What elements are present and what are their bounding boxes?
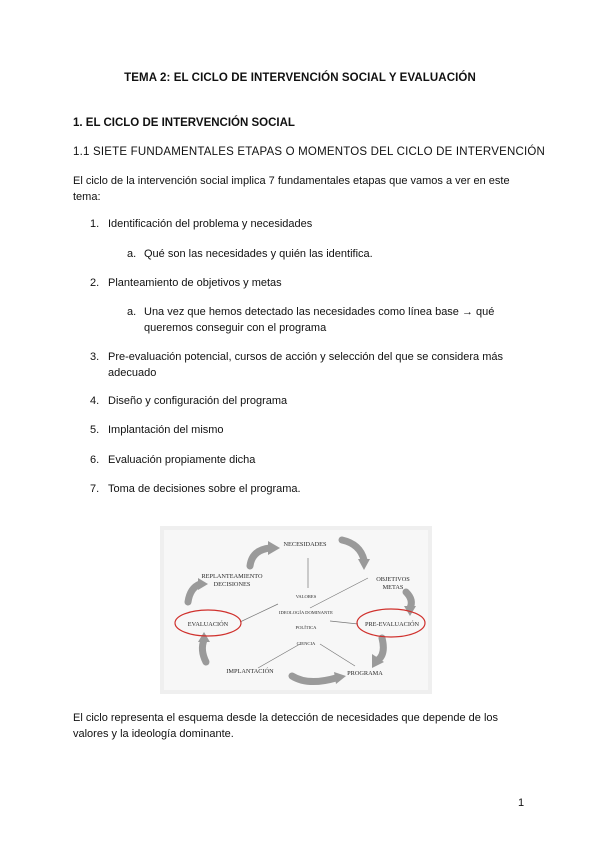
list-item-number: 5. [90, 424, 100, 436]
node-programa: PROGRAMA [347, 670, 383, 677]
sub-list-item-letter: a. [127, 248, 137, 260]
list-item-number: 3. [90, 351, 100, 363]
list-item [90, 423, 518, 439]
list-item-text: Planteamiento de objetivos y metas [108, 277, 282, 289]
node-pre-evaluacion: PRE-EVALUACIÓN [364, 621, 420, 628]
list-item-text: Evaluación propiamente dicha [108, 454, 256, 466]
list-item-text: Identificación del problema y necesidades [108, 218, 313, 230]
list-item-number: 1. [90, 218, 100, 230]
node-replanteamiento: REPLANTEAMIENTO [201, 573, 263, 580]
intro-paragraph: El ciclo de la intervención social implica 7 fundamentales etapas que vamos a ver en este tema: [73, 175, 510, 203]
node-objetivos: OBJETIVOS [376, 576, 410, 583]
list-item [90, 394, 518, 410]
node-decisiones: DECISIONES [213, 581, 251, 588]
list-item-text: Implantación del mismo [108, 424, 224, 436]
list-item-number: 2. [90, 277, 100, 289]
center-ideologia: IDEOLOGÍA DOMINANTE [279, 610, 333, 615]
node-evaluacion: EVALUACIÓN [187, 621, 229, 628]
center-ciencia: CIENCIA [296, 641, 316, 646]
list-item-text: Diseño y configuración del programa [108, 395, 288, 407]
node-necesidades: NECESIDADES [283, 541, 327, 548]
sub-list-item-letter: a. [127, 306, 137, 318]
center-politica: POLÍTICA [295, 625, 317, 630]
sub-list-item-text: Una vez que hemos detectado las necesidades como línea base → qué queremos conseguir con el programa [144, 306, 495, 334]
list-item [90, 350, 518, 381]
list-item [90, 453, 518, 469]
list-item-text: Toma de decisiones sobre el programa. [108, 483, 301, 495]
list-item-number: 7. [90, 483, 100, 495]
document-title: TEMA 2: EL CICLO DE INTERVENCIÓN SOCIAL Y EVALUACIÓN [124, 72, 476, 84]
list-item [90, 482, 518, 498]
subsection-heading: 1.1 SIETE FUNDAMENTALES ETAPAS O MOMENTOS DEL CICLO DE INTERVENCIÓN [73, 146, 545, 158]
node-implantacion: IMPLANTACIÓN [226, 668, 274, 675]
list-item-text: Pre-evaluación potencial, cursos de acción y selección del que se considera más adecuado [108, 351, 503, 379]
sub-list-item [127, 305, 514, 336]
list-item-number: 6. [90, 454, 100, 466]
intervention-cycle-diagram [160, 526, 432, 694]
node-metas: METAS [382, 584, 404, 591]
sub-list-item [127, 247, 514, 263]
list-item [90, 276, 518, 292]
sub-list-item-text: Qué son las necesidades y quién las identifica. [144, 248, 373, 260]
cycle-arrow [202, 640, 206, 662]
page-number: 1 [518, 797, 525, 809]
list-item-number: 4. [90, 395, 100, 407]
center-valores: VALORES [295, 594, 317, 599]
section-heading: 1. EL CICLO DE INTERVENCIÓN SOCIAL [73, 117, 295, 129]
list-item [90, 217, 518, 233]
diagram-caption: El ciclo representa el esquema desde la detección de necesidades que depende de los valores y la ideología dominante. [73, 712, 499, 740]
